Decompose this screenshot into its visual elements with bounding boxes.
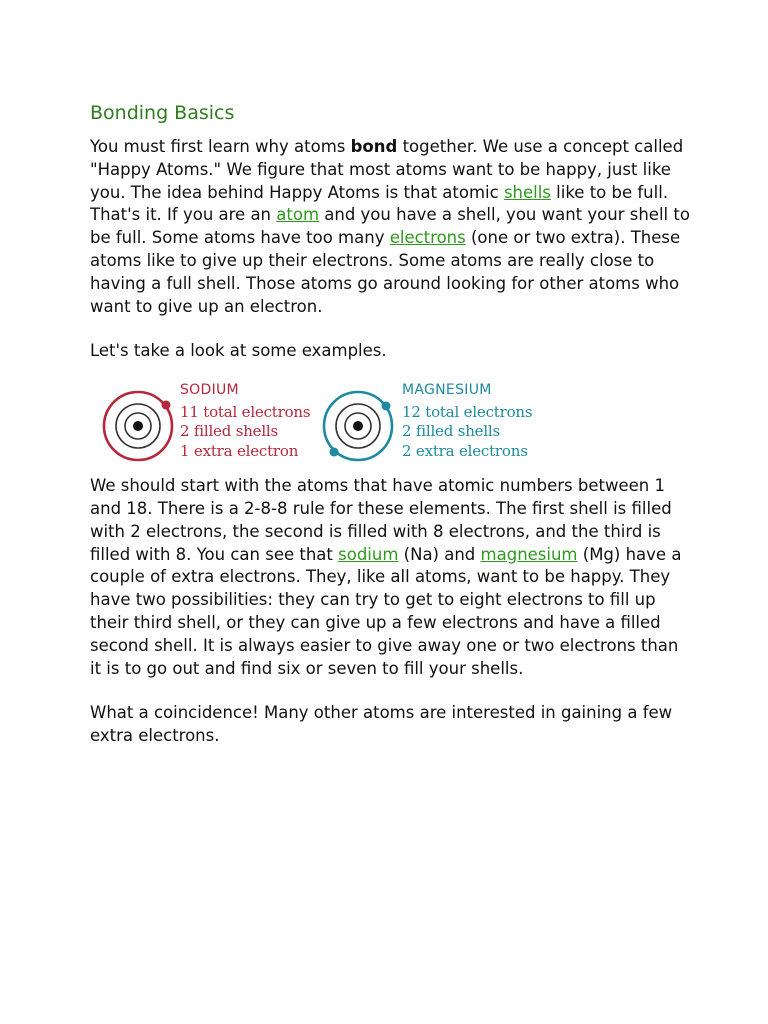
- sodium-total-electrons: 11 total electrons: [180, 402, 311, 421]
- intro-text-1: You must first learn why atoms: [90, 137, 351, 156]
- sodium-link[interactable]: sodium: [338, 544, 399, 564]
- rule-text-1: We should start with the atoms that have atomic numbers between 1 and 18. There is a 2-8-8 rule for these elements. The first shell is filled with 2 electrons, the second is filled with 8 electrons, and the third is filled with 8. You can see that: [90, 476, 672, 564]
- magnesium-name: MAGNESIUM: [402, 382, 492, 399]
- sodium-filled-shells: 2 filled shells: [180, 422, 279, 441]
- sodium-extra-electrons: 1 extra electron: [180, 441, 299, 460]
- magnesium-filled-shells: 2 filled shells: [402, 422, 501, 441]
- intro-paragraph: [90, 136, 690, 318]
- examples-paragraph: Let's take a look at some examples.: [90, 341, 387, 361]
- sodium-nucleus: [133, 421, 143, 431]
- coincidence-paragraph: What a coincidence! Many other atoms are interested in gaining a few extra electrons.: [90, 703, 673, 746]
- document-page: [90, 100, 690, 748]
- bond-bold-text: bond: [350, 137, 398, 156]
- intro-text-4: and you have a shell, you want your shell to be full. Some atoms have too many: [90, 205, 690, 248]
- atom-examples-figure: [100, 377, 540, 473]
- magnesium-nucleus: [353, 421, 363, 431]
- atom-link[interactable]: atom: [276, 205, 320, 225]
- sodium-label-block: [180, 381, 310, 461]
- rule-text-2: (Na) and: [398, 544, 481, 564]
- electrons-link[interactable]: electrons: [389, 228, 466, 248]
- intro-text-2: together. We use a concept called "Happy Atoms." We figure that most atoms want to be happy, just like you. The idea behind Happy Atoms is that atomic: [90, 137, 684, 202]
- rule-paragraph: [90, 475, 690, 680]
- magnesium-total-electrons: 12 total electrons: [402, 402, 533, 421]
- magnesium-atom-diagram: [318, 377, 398, 473]
- magnesium-extra-electrons: 2 extra electrons: [402, 441, 528, 460]
- magnesium-link[interactable]: magnesium: [480, 544, 578, 564]
- sodium-extra-electron: [162, 401, 171, 410]
- magnesium-label-block: [402, 381, 532, 461]
- sodium-atom-diagram: [100, 377, 180, 473]
- sodium-name: SODIUM: [180, 382, 239, 399]
- intro-text-3: like to be full. That's it. If you are an: [90, 182, 669, 225]
- magnesium-extra-electron-2: [330, 448, 339, 457]
- rule-text-3: (Mg) have a couple of extra electrons. They, like all atoms, want to be happy. They have two possibilities: they can try to get to eight electrons to fill up their third shell, or they can give up a few electrons and have a filled second shell. It is always easier to give away one or two electrons than it is to go out and find six or seven to fill your shells.: [90, 544, 682, 678]
- magnesium-extra-electron-1: [382, 402, 391, 411]
- page-title: Bonding Basics: [90, 102, 235, 124]
- shells-link[interactable]: shells: [503, 182, 551, 202]
- intro-text-5: (one or two extra). These atoms like to give up their electrons. Some atoms are really close to having a full shell. Those atoms go around looking for other atoms who want to give up an electron.: [90, 228, 681, 316]
